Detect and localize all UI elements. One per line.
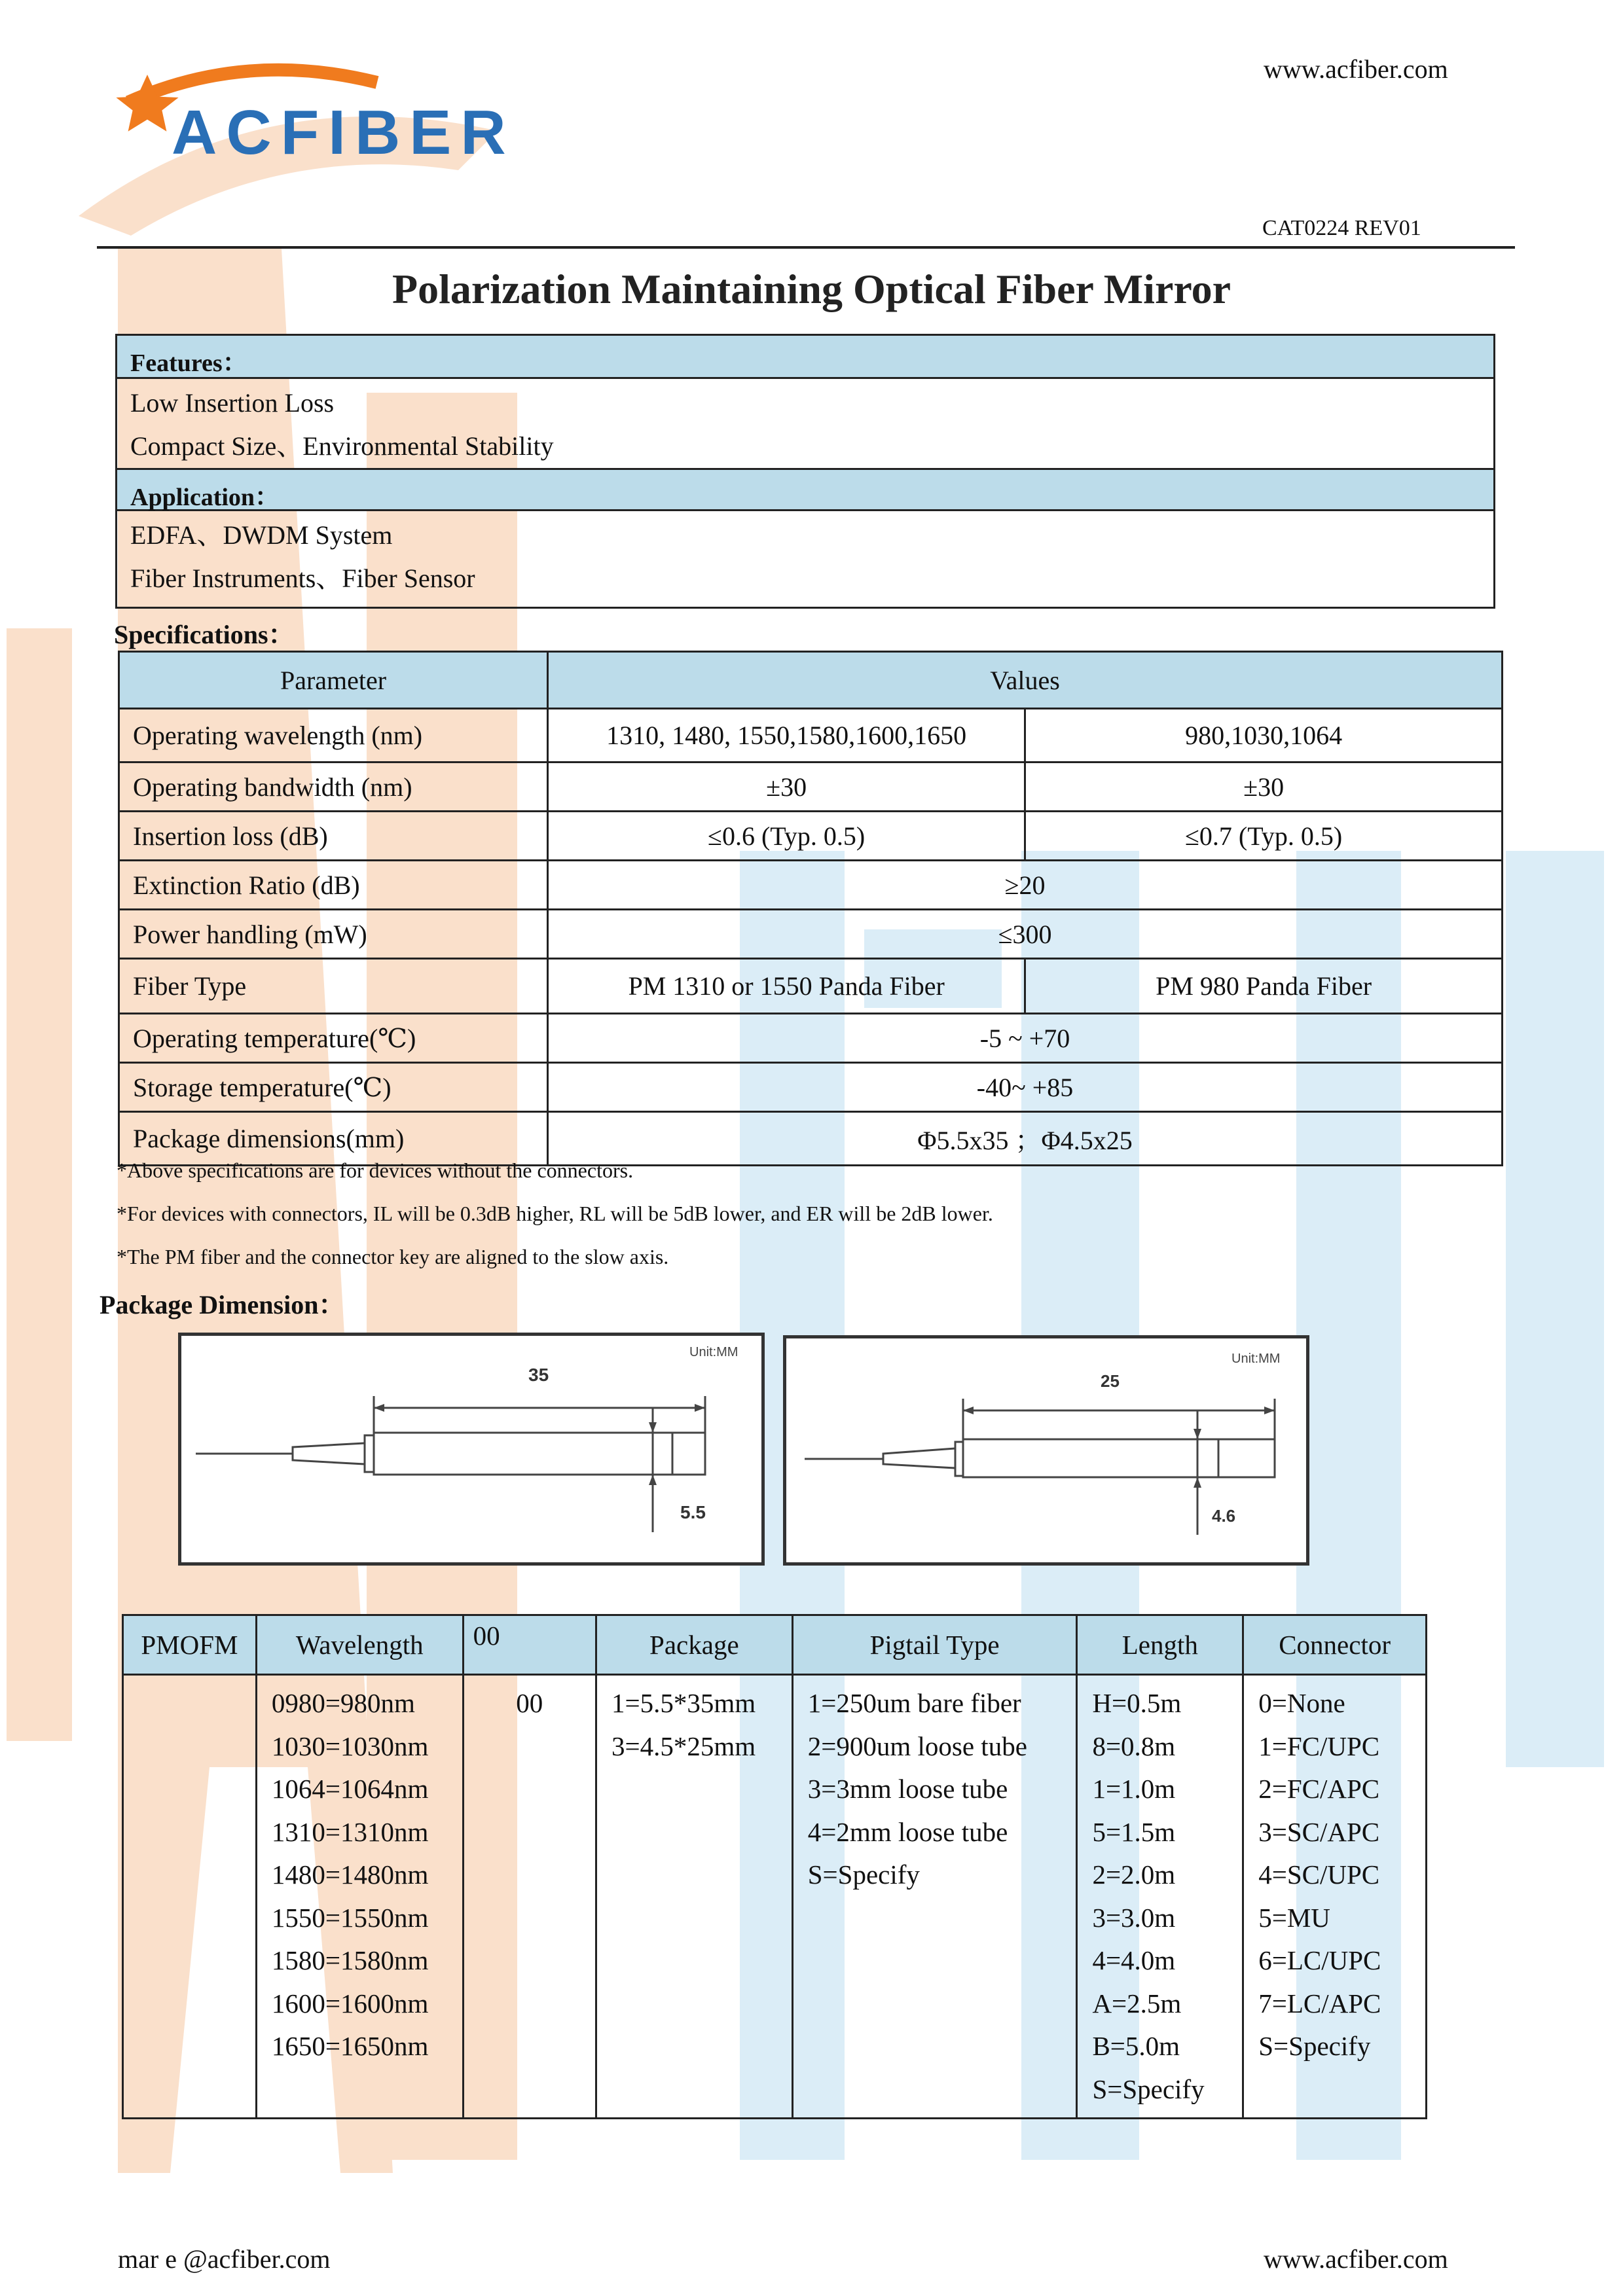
list-item: S=Specify <box>807 1859 920 1890</box>
value-cell: PM 980 Panda Fiber <box>1025 959 1503 1014</box>
list-item: 1064=1064nm <box>271 1774 429 1804</box>
value-cell: Φ5.5x35 ；Φ4.5x25 <box>548 1112 1503 1166</box>
list-item: H=0.5m <box>1092 1688 1182 1718</box>
param-cell: Operating bandwidth (nm) <box>119 762 548 812</box>
table-row <box>119 1112 1503 1166</box>
table-row <box>119 812 1503 861</box>
length-label: 35 <box>528 1365 549 1385</box>
application-list <box>117 511 1493 600</box>
list-item: 1310=1310nm <box>271 1816 429 1847</box>
list-item: 1580=1580nm <box>271 1945 429 1975</box>
document-code: CAT0224 REV01 <box>1262 216 1421 240</box>
list-item: 2=2.0m <box>1092 1859 1176 1890</box>
length-label: 25 <box>1101 1371 1120 1391</box>
list-item: 1=1.0m <box>1092 1774 1176 1804</box>
list-item: 1650=1650nm <box>271 2031 429 2061</box>
value-cell: ±30 <box>1025 762 1503 812</box>
list-item: 3=3mm loose tube <box>807 1774 1008 1804</box>
list-item: A=2.5m <box>1092 1988 1182 2018</box>
package-dimension-heading: Package Dimension： <box>100 1290 345 1319</box>
list-item: 3=SC/APC <box>1258 1816 1380 1847</box>
list-item: 1=250um bare fiber <box>807 1688 1021 1718</box>
list-item: 00 <box>516 1688 543 1718</box>
list-item: 3=4.5*25mm <box>611 1731 756 1761</box>
param-cell: Operating wavelength (nm) <box>119 709 548 762</box>
table-header-row <box>123 1615 1427 1675</box>
footer-email[interactable]: mar e @acfiber.com <box>118 2244 331 2274</box>
param-cell: Insertion loss (dB) <box>119 812 548 861</box>
package-drawing-35mm-graphic <box>181 1336 761 1562</box>
table-row <box>119 1014 1503 1063</box>
list-item: 5=MU <box>1258 1902 1330 1933</box>
table-header-row <box>119 652 1503 709</box>
table-row <box>119 1063 1503 1112</box>
unit-label: Unit:MM <box>1231 1352 1281 1366</box>
list-item: 1480=1480nm <box>271 1859 429 1890</box>
application-item: EDFA、DWDM System <box>130 520 393 550</box>
list-item: 1030=1030nm <box>271 1731 429 1761</box>
column-header-connector: Connector <box>1243 1615 1427 1675</box>
list-item: 1=5.5*35mm <box>611 1688 756 1718</box>
list-item: 4=SC/UPC <box>1258 1859 1380 1890</box>
list-item: S=Specify <box>1092 2073 1205 2104</box>
page-title: Polarization Maintaining Optical Fiber Mirror <box>392 266 1231 312</box>
pmofm-cell <box>123 1675 257 2119</box>
package-drawing-25mm <box>783 1335 1309 1566</box>
feature-item: Low Insertion Loss <box>130 388 335 418</box>
list-item: B=5.0m <box>1092 2031 1180 2061</box>
table-row <box>119 709 1503 762</box>
diameter-label: 4.6 <box>1212 1506 1236 1526</box>
spec-note: *The PM fiber and the connector key are aligned to the slow axis. <box>117 1245 669 1268</box>
param-cell: Extinction Ratio (dB) <box>119 861 548 910</box>
value-cell: ≥20 <box>548 861 1503 910</box>
list-item: 4=2mm loose tube <box>807 1816 1008 1847</box>
table-row <box>123 1675 1427 2119</box>
table-row <box>119 762 1503 812</box>
column-header-length: Length <box>1077 1615 1243 1675</box>
list-item: 1550=1550nm <box>271 1902 429 1933</box>
list-item: 6=LC/UPC <box>1258 1945 1381 1975</box>
package-drawing-25mm-graphic <box>786 1338 1306 1562</box>
value-cell: 1310, 1480, 1550,1580,1600,1650 <box>548 709 1025 762</box>
list-item: 0=None <box>1258 1688 1345 1718</box>
package-drawing-35mm <box>178 1333 765 1566</box>
list-item: S=Specify <box>1258 2031 1371 2061</box>
param-cell: Fiber Type <box>119 959 548 1014</box>
column-header-package: Package <box>596 1615 792 1675</box>
param-cell: Package dimensions(mm) <box>119 1112 548 1166</box>
table-row <box>119 861 1503 910</box>
value-cell: -40~ +85 <box>548 1063 1503 1112</box>
application-heading: Application： <box>117 468 1493 511</box>
table-row <box>119 910 1503 959</box>
package-options <box>596 1675 792 2119</box>
value-cell: 980,1030,1064 <box>1025 709 1503 762</box>
list-item: 0980=980nm <box>271 1688 415 1718</box>
specifications-heading: Specifications： <box>114 620 295 649</box>
list-item: 1600=1600nm <box>271 1988 429 2018</box>
length-options <box>1077 1675 1243 2119</box>
column-header-pigtail: Pigtail Type <box>792 1615 1077 1675</box>
value-cell: PM 1310 or 1550 Panda Fiber <box>548 959 1025 1014</box>
value-cell: ≤0.7 (Typ. 0.5) <box>1025 812 1503 861</box>
spec-note: *Above specifications are for devices without the connectors. <box>117 1158 634 1182</box>
list-item: 2=FC/APC <box>1258 1774 1380 1804</box>
value-cell: ≤0.6 (Typ. 0.5) <box>548 812 1025 861</box>
pigtail-options <box>792 1675 1077 2119</box>
param-cell: Power handling (mW) <box>119 910 548 959</box>
specifications-table <box>118 651 1503 1166</box>
value-cell: ±30 <box>548 762 1025 812</box>
application-item: Fiber Instruments、Fiber Sensor <box>130 564 475 593</box>
feature-item: Compact Size、Environmental Stability <box>130 431 554 461</box>
logo-text: ACFIBER <box>172 98 515 168</box>
value-cell: ≤300 <box>548 910 1503 959</box>
footer-site-link[interactable]: www.acfiber.com <box>1264 2244 1448 2274</box>
connector-options <box>1243 1675 1427 2119</box>
header-site-link[interactable]: www.acfiber.com <box>1264 54 1448 84</box>
diameter-label: 5.5 <box>680 1502 706 1522</box>
list-item: 7=LC/APC <box>1258 1988 1381 2018</box>
wavelength-options <box>256 1675 463 2119</box>
features-box <box>115 334 1495 609</box>
unit-label: Unit:MM <box>689 1345 739 1359</box>
column-header-values: Values <box>548 652 1503 709</box>
column-header-code: 00 <box>463 1615 596 1675</box>
param-cell: Storage temperature(℃) <box>119 1063 548 1112</box>
column-header-pmofm: PMOFM <box>123 1615 257 1675</box>
table-row <box>119 959 1503 1014</box>
spec-note: *For devices with connectors, IL will be 0.3dB higher, RL will be 5dB lower, and ER will be 2dB lower. <box>117 1202 993 1225</box>
list-item: 4=4.0m <box>1092 1945 1176 1975</box>
value-cell: -5 ~ +70 <box>548 1014 1503 1063</box>
column-header-wavelength: Wavelength <box>256 1615 463 1675</box>
header-divider <box>97 246 1515 249</box>
list-item: 8=0.8m <box>1092 1731 1176 1761</box>
list-item: 5=1.5m <box>1092 1816 1176 1847</box>
column-header-parameter: Parameter <box>119 652 548 709</box>
code-options <box>463 1675 596 2119</box>
features-list <box>117 379 1493 468</box>
list-item: 1=FC/UPC <box>1258 1731 1380 1761</box>
ordering-table <box>122 1614 1427 2119</box>
list-item: 2=900um loose tube <box>807 1731 1027 1761</box>
features-heading: Features： <box>117 336 1493 379</box>
list-item: 3=3.0m <box>1092 1902 1176 1933</box>
param-cell: Operating temperature(℃) <box>119 1014 548 1063</box>
